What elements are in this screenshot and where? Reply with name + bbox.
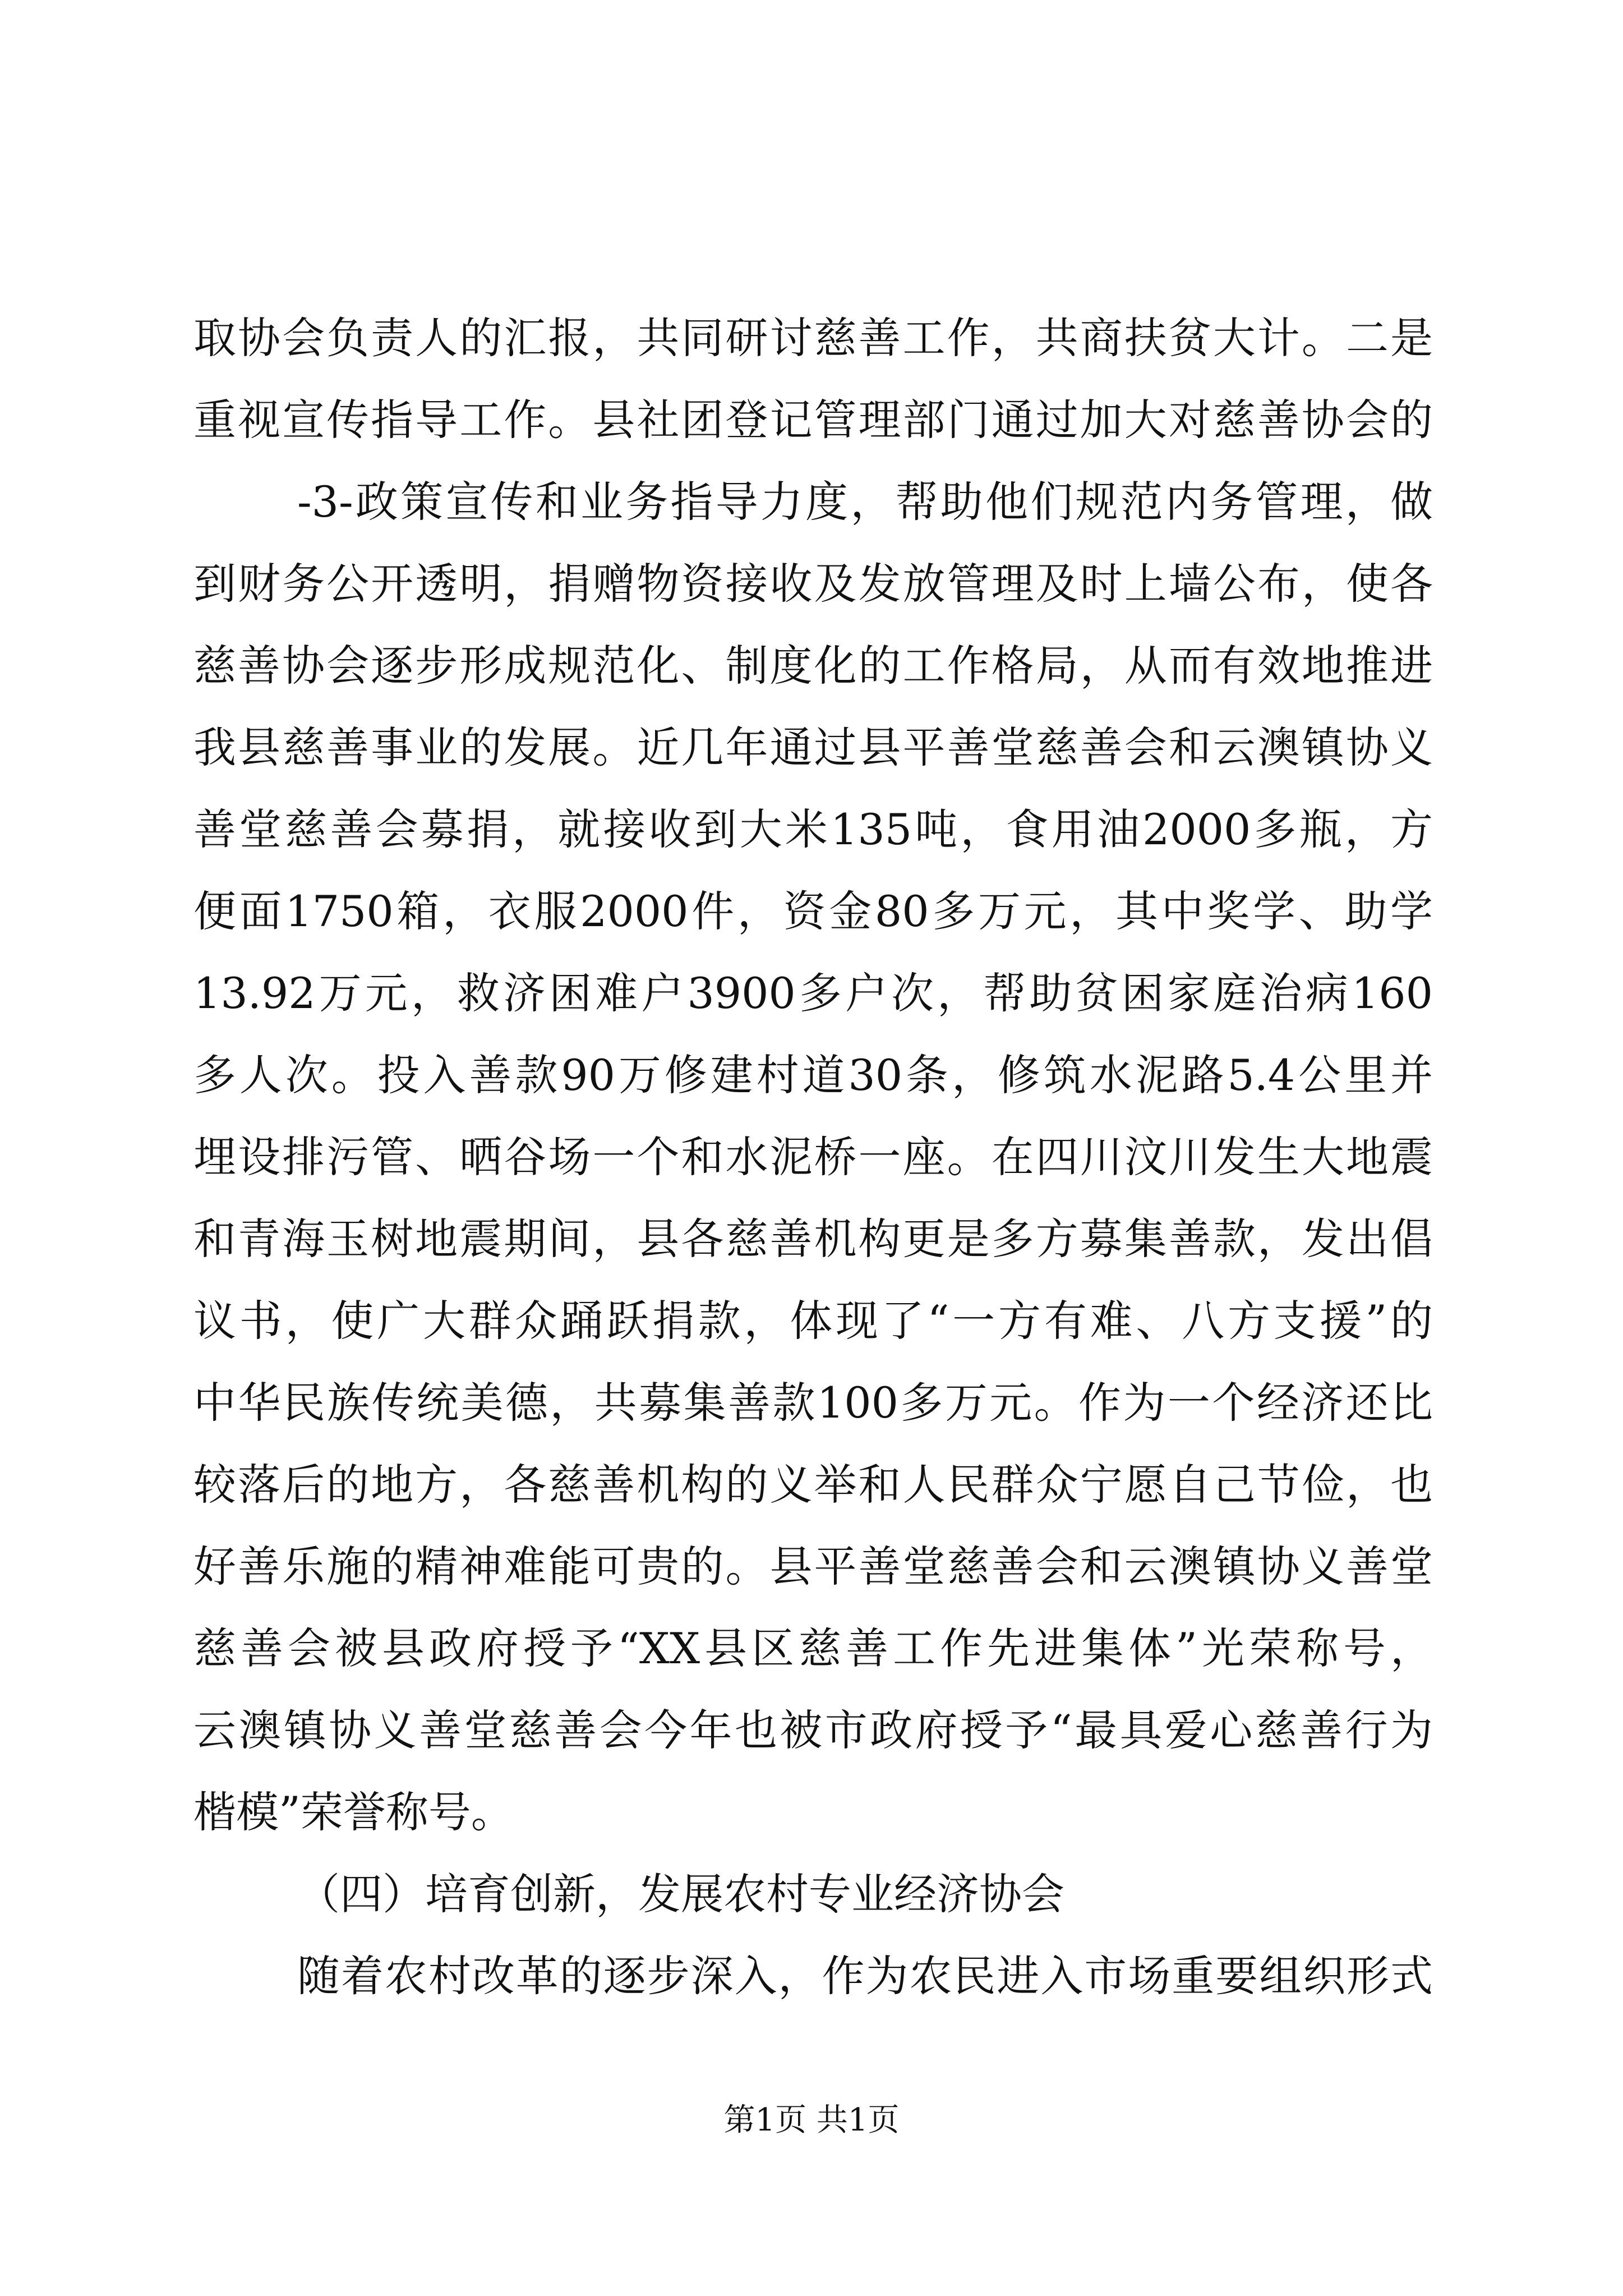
body-line-9: 13.92万元，救济困难户3900多户次，帮助贫困家庭治病160 bbox=[193, 968, 1433, 1018]
body-line-18: 云澳镇协义善堂慈善会今年也被市政府授予“最具爱心慈善行为 bbox=[193, 1705, 1433, 1755]
body-line-16: 好善乐施的精神难能可贵的。县平善堂慈善会和云澳镇协义善堂 bbox=[193, 1542, 1433, 1591]
body-line-12: 和青海玉树地震期间，县各慈善机构更是多方募集善款，发出倡 bbox=[193, 1214, 1433, 1264]
body-line-6: 我县慈善事业的发展。近几年通过县平善堂慈善会和云澳镇协义 bbox=[193, 723, 1433, 772]
body-line-21: 随着农村改革的逐步深入，作为农民进入市场重要组织形式 bbox=[297, 1951, 1433, 2001]
body-line-3: -3-政策宣传和业务指导力度，帮助他们规范内务管理，做 bbox=[297, 477, 1433, 527]
body-line-1: 取协会负责人的汇报，共同研讨慈善工作，共商扶贫大计。二是 bbox=[193, 313, 1433, 363]
body-line-4: 到财务公开透明，捐赠物资接收及发放管理及时上墙公布，使各 bbox=[193, 559, 1433, 609]
page-footer: 第1页 共1页 bbox=[723, 2102, 900, 2138]
body-line-2: 重视宣传指导工作。县社团登记管理部门通过加大对慈善协会的 bbox=[193, 395, 1433, 445]
section-heading: （四）培育创新，发展农村专业经济协会 bbox=[297, 1869, 1064, 1919]
body-line-10: 多人次。投入善款90万修建村道30条，修筑水泥路5.4公里并 bbox=[193, 1050, 1433, 1100]
body-line-5: 慈善协会逐步形成规范化、制度化的工作格局，从而有效地推进 bbox=[193, 641, 1433, 691]
body-line-19: 楷模”荣誉称号。 bbox=[193, 1787, 514, 1837]
body-line-17: 慈善会被县政府授予“XX县区慈善工作先进集体”光荣称号， bbox=[193, 1623, 1433, 1673]
body-line-13: 议书，使广大群众踊跃捐款，体现了“一方有难、八方支援”的 bbox=[193, 1296, 1433, 1346]
body-line-8: 便面1750箱，衣服2000件，资金80多万元，其中奖学、助学 bbox=[193, 886, 1433, 936]
body-line-11: 埋设排污管、晒谷场一个和水泥桥一座。在四川汶川发生大地震 bbox=[193, 1132, 1433, 1182]
body-line-7: 善堂慈善会募捐，就接收到大米135吨，食用油2000多瓶，方 bbox=[193, 804, 1433, 854]
body-line-14: 中华民族传统美德，共募集善款100多万元。作为一个经济还比 bbox=[193, 1378, 1433, 1428]
body-line-15: 较落后的地方，各慈善机构的义举和人民群众宁愿自己节俭，也 bbox=[193, 1460, 1433, 1510]
